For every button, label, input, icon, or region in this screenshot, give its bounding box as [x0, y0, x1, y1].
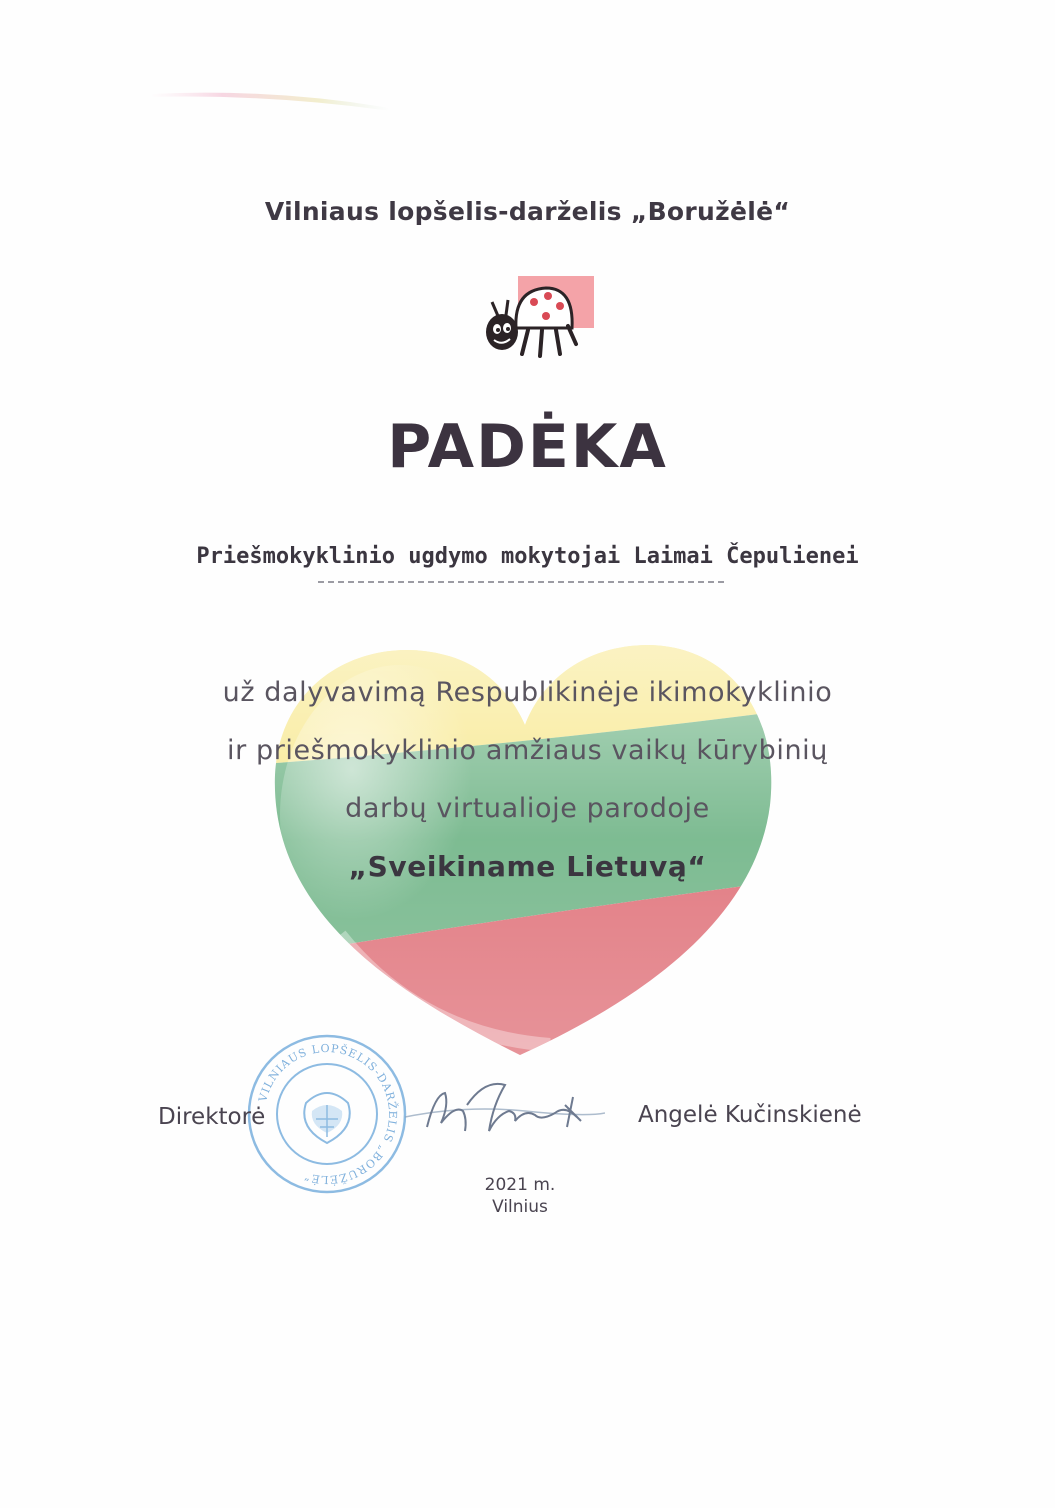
scan-artifact-streak — [150, 86, 390, 112]
exhibition-name: „Sveikiname Lietuvą“ — [348, 850, 707, 883]
ladybug-icon — [476, 272, 600, 368]
certificate-title: PADĖKA — [387, 412, 668, 482]
body-line-3: darbų virtualioje parodoje — [345, 793, 710, 824]
issue-year: 2021 m. — [484, 1175, 556, 1195]
signatory-name: Angelė Kučinskienė — [638, 1102, 862, 1128]
issue-city: Vilnius — [492, 1197, 548, 1217]
institution-name: Vilniaus lopšelis-darželis „Boružėlė“ — [264, 197, 791, 226]
recipient-line: Priešmokyklinio ugdymo mokytojai Laimai Čepulienei — [196, 544, 859, 569]
handwritten-signature-icon — [405, 1075, 605, 1145]
recipient-underline — [318, 581, 724, 583]
stamp-text: VILNIAUS LOPŠELIS-DARŽELIS „BORUŽĖLĖ“ — [256, 1041, 400, 1187]
official-seal-icon — [246, 1033, 408, 1195]
signatory-role: Direktorė — [158, 1104, 266, 1130]
body-line-2: ir priešmokyklinio amžiaus vaikų kūrybinių — [226, 735, 828, 766]
body-line-1: už dalyvavimą Respublikinėje ikimokyklinio — [222, 677, 833, 708]
